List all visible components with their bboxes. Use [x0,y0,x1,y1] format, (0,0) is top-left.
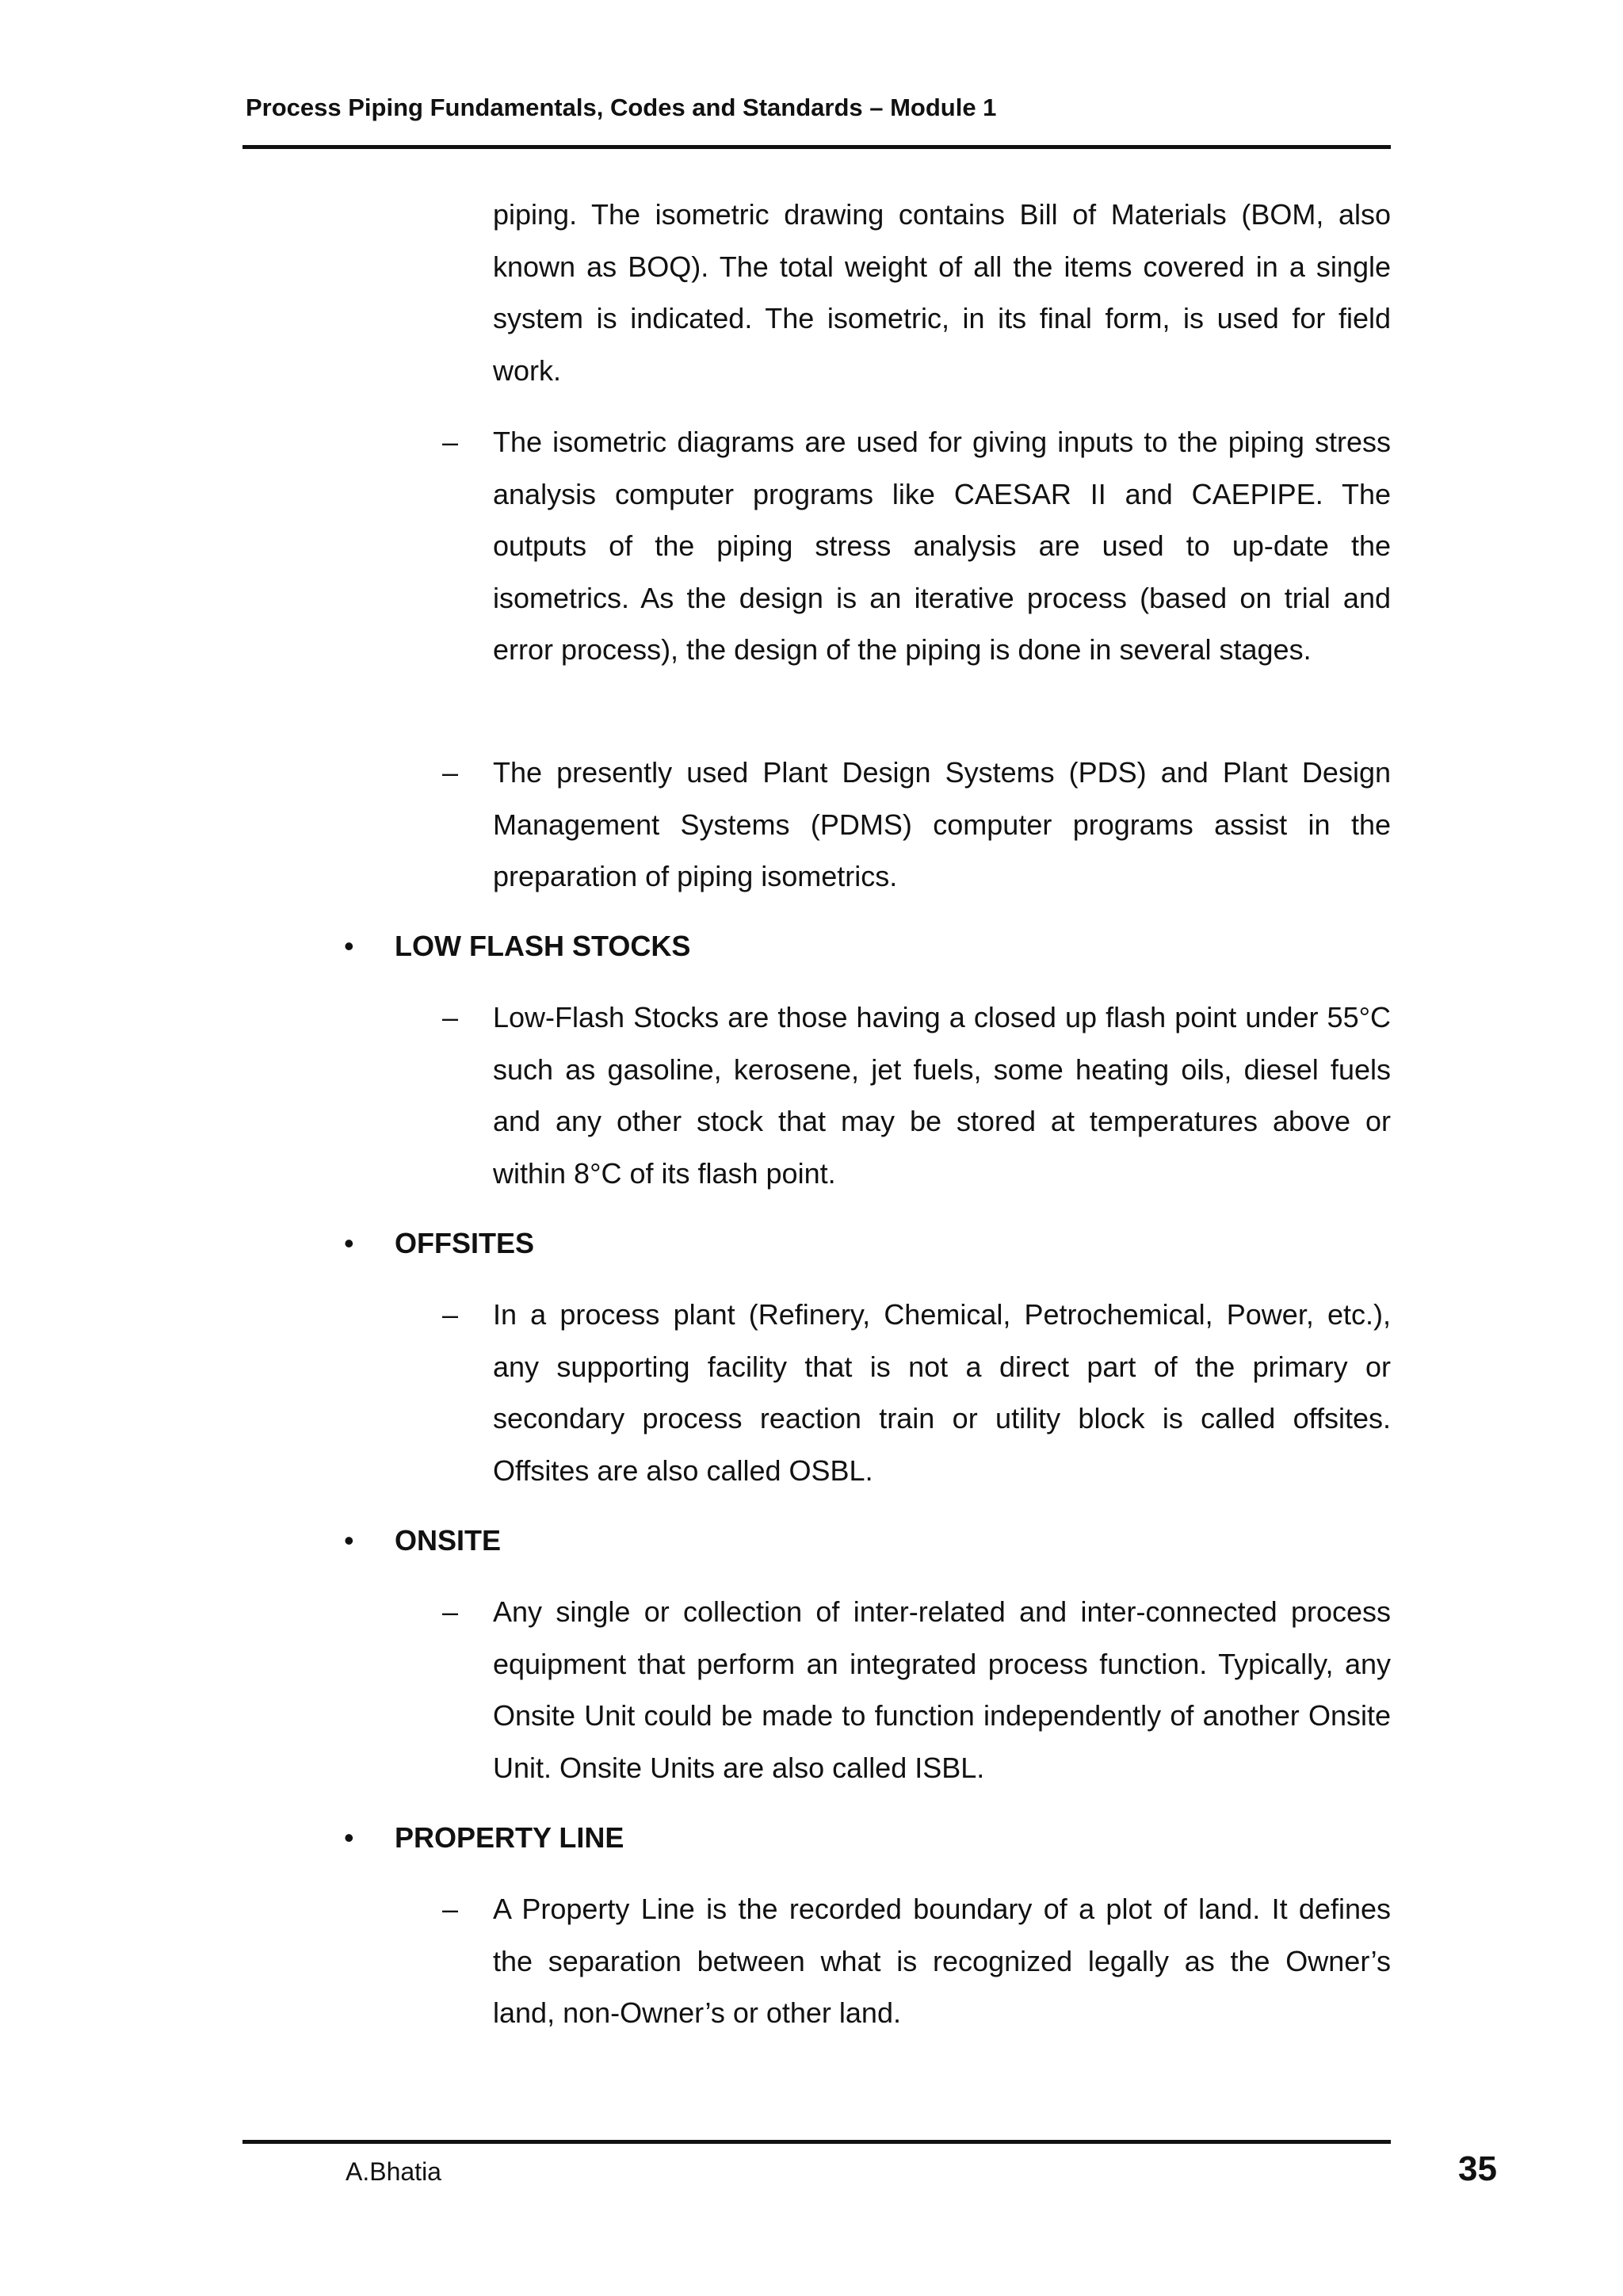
section-text-property-line: A Property Line is the recorded boundary of a plot of land. It defines the separation between what is recognized legally as the Owner’s land, non-Owner’s or other land. [493,1893,1391,2030]
section-heading-property-line: PROPERTY LINE [395,1821,624,1854]
bullet-marker: • [344,930,354,962]
header-title: Process Piping Fundamentals, Codes and Standards – Module 1 [246,94,997,121]
section-heading-low-flash-stocks: LOW FLASH STOCKS [395,930,691,962]
continuation-paragraph: piping. The isometric drawing contains Bill of Materials (BOM, also known as BOQ). The total weight of all the items covered in a single system is indicated. The isometric, in its final form, is used for field work. [493,198,1391,387]
dash-marker: – [442,426,459,458]
dash-marker: – [442,1001,459,1033]
footer-author: A.Bhatia [346,2157,441,2186]
bullet-marker: • [344,1524,354,1557]
isometric-item-1: The isometric diagrams are used for giving inputs to the piping stress analysis computer programs like CAESAR II and CAEPIPE. The outputs of the piping stress analysis are used to up-date the isometrics. As the design is an iterative process (based on trial and error process), the design of the piping is done in several stages. [493,426,1391,667]
bullet-marker: • [344,1227,354,1259]
section-text-offsites: In a process plant (Refinery, Chemical, Petrochemical, Power, etc.), any supporting facility that is not a direct part of the primary or secondary process reaction train or utility block is called offsites. Offsites are also called OSBL. [493,1298,1391,1487]
section-heading-onsite: ONSITE [395,1524,502,1557]
section-heading-offsites: OFFSITES [395,1227,535,1259]
dash-marker: – [442,1595,459,1628]
dash-marker: – [442,756,459,789]
section-text-low-flash-stocks: Low-Flash Stocks are those having a closed up flash point under 55°C such as gasoline, kerosene, jet fuels, some heating oils, diesel fuels and any other stock that may be stored at temperatures above or within 8°C of its flash point. [493,1001,1391,1190]
isometric-item-2: The presently used Plant Design Systems (PDS) and Plant Design Management Systems (PDMS) computer programs assist in the preparation of piping isometrics. [493,756,1391,893]
dash-marker: – [442,1298,459,1331]
footer-rule [242,2140,1391,2144]
section-text-onsite: Any single or collection of inter-related and inter-connected process equipment that perform an integrated process function. Typically, any Onsite Unit could be made to function independently of another Onsite Unit. Onsite Units are also called ISBL. [493,1595,1391,1784]
bullet-marker: • [344,1821,354,1854]
header-rule [242,145,1391,149]
page-number: 35 [1458,2149,1497,2188]
dash-marker: – [442,1893,459,1925]
